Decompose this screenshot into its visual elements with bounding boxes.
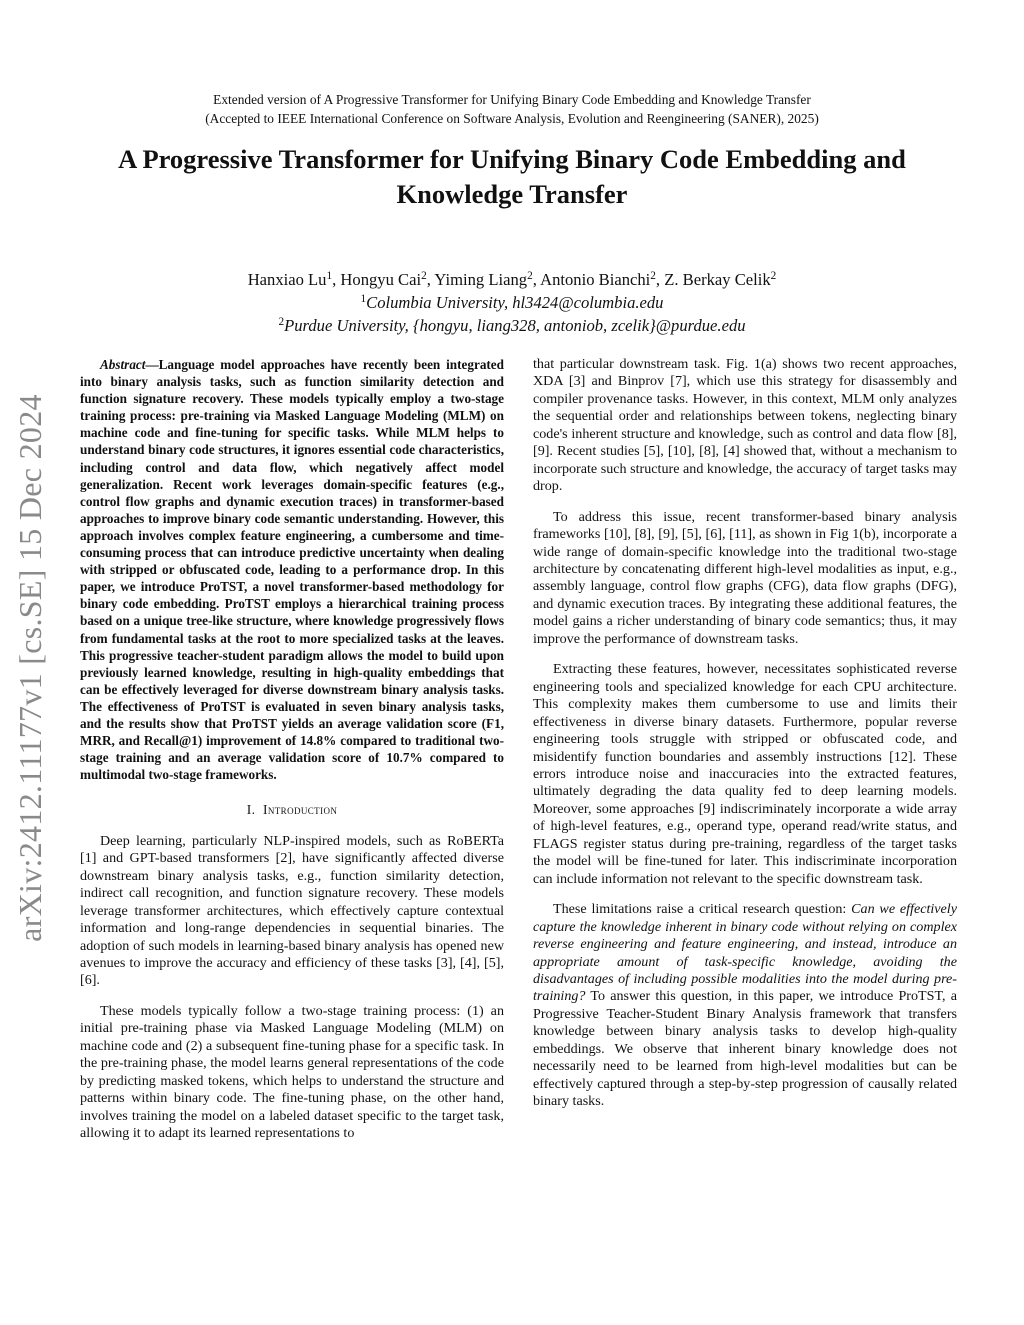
abstract-text: —Language model approaches have recently been integrated into binary analysis tasks, such as function similarity detection and function signature recovery. These models typically employ a two-stage training process: pre-training via Masked Language Modeling (MLM) on machine code and fine-tuning for specific tasks. While MLM helps to understand binary code structures, it ignores essential code characteristics, including control and data flow, which negatively affect model generalization. Recent work leverages domain-specific features (e.g., control flow graphs and dynamic execution traces) in transformer-based approaches to improve binary code semantic understanding. However, this approach involves complex feature engineering, a cumbersome and time-consuming process that can introduce predictive uncertainty when dealing with stripped or obfuscated code, leading to a performance drop. In this paper, we introduce ProTST, a novel transformer-based methodology for binary code embedding. ProTST employs a hierarchical training process based on a unique tree-like structure, where knowledge progressively flows from fundamental tasks at the root to more specialized tasks at the leaves. This progressive teacher-student paradigm allows the model to build upon previously learned knowledge, resulting in high-quality embeddings that can be effectively leveraged for diverse downstream binary analysis tasks. The effectiveness of ProTST is evaluated in seven binary analysis tasks, and the results show that ProTST yields an average validation score (F1, MRR, and Recall@1) improvement of 14.8% compared to traditional two-stage training and an average validation score of 10.7% compared to multimodal two-stage frameworks.	[80, 357, 504, 783]
paper-title-line2: Knowledge Transfer	[396, 179, 628, 209]
section-number: I.	[246, 802, 256, 818]
research-question: Can we effectively capture the knowledge inherent in binary code without relying on complex reverse engineering and feature engineering, and instead, introduce an appropriate amount of task-specific knowledge, avoiding the disadvantages of including possible modalities into the model during pre-training?	[533, 901, 957, 1005]
paragraph: These models typically follow a two-stage training process: (1) an initial pre-training phase via Masked Language Modeling (MLM) on machine code and (2) a subsequent fine-tuning phase for a specific task. In the pre-training phase, the model learns general representations of the code by predicting masked tokens, which helps to understand the structure and patterns within binary code. The fine-tuning phase, on the other hand, involves training the model on a labeled dataset specific to the target task, allowing it to adapt its learned representations to	[80, 1002, 504, 1142]
paragraph-lead: These limitations raise a critical research question:	[553, 901, 852, 918]
paragraph-rest: To answer this question, in this paper, we introduce ProTST, a Progressive Teacher-Student Binary Analysis framework that transfers knowledge between binary analysis tasks to develop high-quality embeddings. We observe that inherent binary knowledge does not necessarily need to be learned from high-level modalities but can be effectively captured through a step-by-step progression of causally related binary tasks.	[533, 988, 957, 1110]
paragraph: To address this issue, recent transformer-based binary analysis frameworks [10], [8], [9], [5], [6], [11], as shown in Fig 1(b), incorporate a wide range of domain-specific knowledge into the traditional two-stage architecture by concatenating different high-level modalities as input, e.g., assembly language, control flow graphs (CFG), data flow graphs (DFG), and dynamic execution traces. By integrating these additional features, the model gains a richer understanding of binary code semantics; thus, it may improve the performance of downstream tasks.	[533, 508, 957, 647]
affiliation-sup: 1	[360, 292, 367, 305]
affiliation-text: Purdue University, {hongyu, liang328, antoniob, zcelik}@purdue.edu	[284, 316, 746, 335]
affiliation-sup: 2	[278, 315, 285, 328]
author-block	[0, 268, 1024, 337]
conference-note	[0, 90, 1024, 128]
paragraph: Extracting these features, however, necessitates sophisticated reverse engineering tools and specialized knowledge for each CPU architecture. This complexity makes them cumbersome to use and limits their effectiveness in diverse binary datasets. Furthermore, popular reverse engineering tools struggle with stripped or obfuscated code, and misidentify function boundaries and assembly instructions [12]. These errors introduce noise and inaccuracies into the extracted features, ultimately degrading the data quality fed to deep learning models. Moreover, some approaches [9] indiscriminately incorporate a wide array of high-level features, e.g., operand type, operand read/write status, and FLAGS register status during pre-training, regardless of the target tasks the model will be fine-tuned for later. This indiscriminate incorporation can include information not relevant to the specific downstream task.	[533, 661, 957, 887]
conference-note-line1: Extended version of A Progressive Transformer for Unifying Binary Code Embedding and Knowledge Transfer	[213, 92, 811, 107]
author-name: Yiming Liang	[434, 270, 528, 289]
author-sup: 2	[527, 269, 533, 282]
author-sup: 1	[326, 269, 333, 282]
arxiv-identifier: arXiv:2412.11177v1 [cs.SE] 15 Dec 2024	[12, 394, 48, 942]
paragraph: that particular downstream task. Fig. 1(a) shows two recent approaches, XDA [3] and Binprov [7], which use this strategy for disassembly and compiler provenance tasks. However, in this context, MLM only analyzes the sequential order and relationships between tokens, neglecting binary code's inherent structure and knowledge, such as control and data flow [8], [9]. Recent studies [5], [10], [8], [4] showed that, without a mechanism to incorporate such structure and knowledge, the accuracy of target tasks may drop.	[533, 356, 957, 495]
paper-title	[60, 142, 964, 212]
research-question-paragraph	[533, 901, 957, 1110]
author-sup: 2	[770, 269, 777, 282]
author-names: Hanxiao Lu$^1$, Hongyu Cai$^2$, Yiming Liang$^2$, Antonio Bianchi$^2$, Z. Berkay Celik$^2$	[247, 269, 777, 289]
author-name: Z. Berkay Celik	[664, 270, 771, 289]
affiliation-1	[0, 291, 1024, 314]
author-name: Hongyu Cai	[340, 270, 422, 289]
left-column	[80, 356, 504, 1143]
right-column	[533, 356, 957, 1111]
paper-title-line1: A Progressive Transformer for Unifying Binary Code Embedding and	[118, 144, 906, 174]
author-name: Antonio Bianchi	[540, 270, 651, 289]
author-name: Hanxiao Lu	[247, 270, 327, 289]
affiliation-2	[0, 314, 1024, 337]
section-heading	[80, 801, 504, 818]
paragraph: Deep learning, particularly NLP-inspired models, such as RoBERTa [1] and GPT-based transformers [2], have significantly affected diverse downstream binary analysis tasks, e.g., function similarity detection, indirect call recognition, and function signature recovery. These models leverage transformer architectures, which effectively capture contextual information and long-range dependencies in sequential binaries. The adoption of such models in learning-based binary analysis has opened new avenues to improve the accuracy and efficiency of these tasks [3], [4], [5], [6].	[80, 832, 504, 989]
affiliation-text: Columbia University, hl3424@columbia.edu	[366, 293, 664, 312]
section-title: Introduction	[262, 802, 338, 818]
conference-note-line2: (Accepted to IEEE International Conference on Software Analysis, Evolution and Reengineering (SANER), 2025)	[205, 111, 819, 126]
abstract	[80, 356, 504, 783]
author-sup: 2	[650, 269, 656, 282]
author-sup: 2	[421, 269, 427, 282]
abstract-label: Abstract	[100, 357, 146, 372]
